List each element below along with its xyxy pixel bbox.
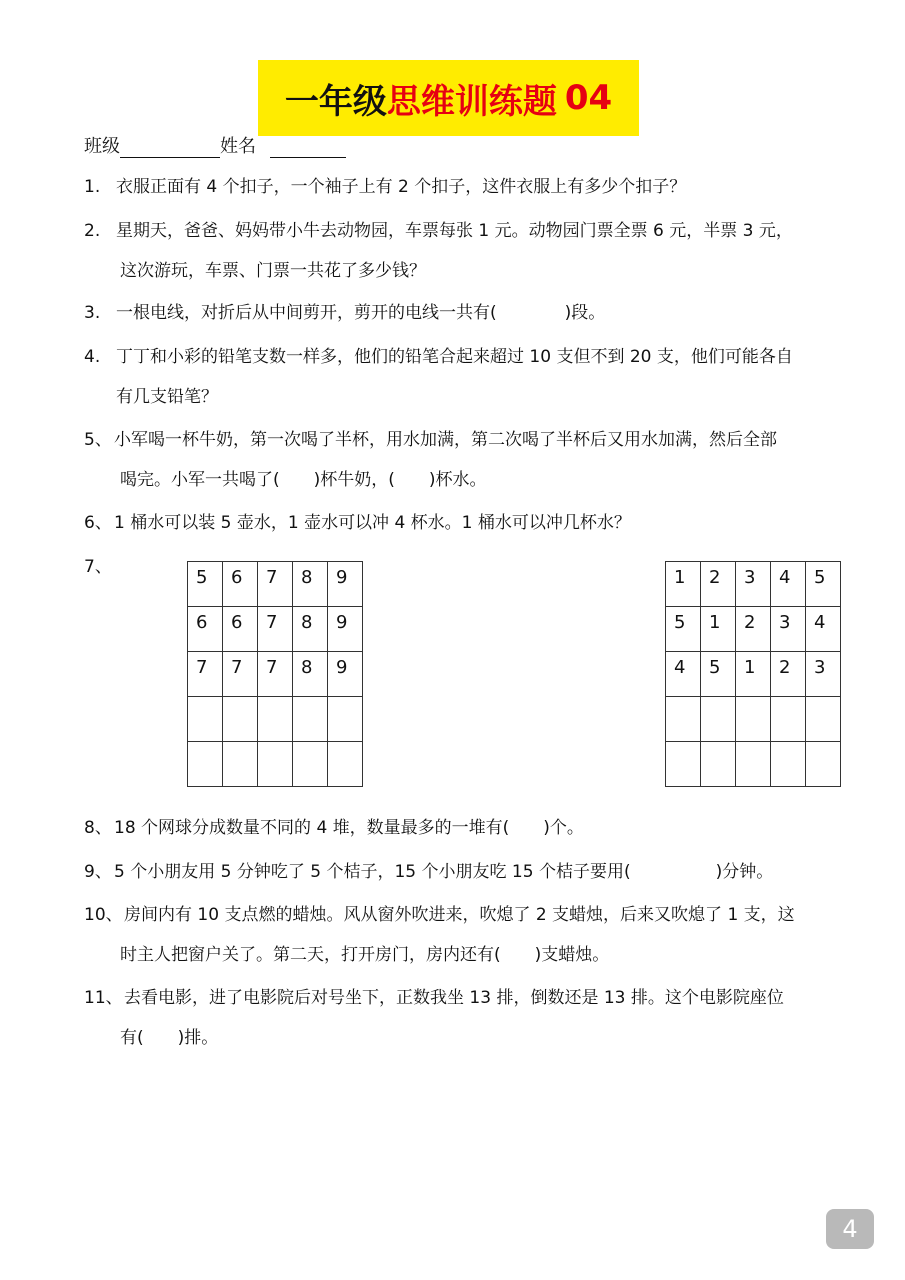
grid-cell[interactable] [701, 742, 736, 787]
question-text: 房间内有 10 支点燃的蜡烛。风从窗外吹进来，吹熄了 2 支蜡烛，后来又吹熄了 1 支，这 [124, 905, 795, 925]
grid-cell[interactable] [771, 742, 806, 787]
grid-cell[interactable] [771, 697, 806, 742]
question-2 [84, 221, 793, 281]
grid-cell: 8 [293, 652, 328, 697]
grid-row [666, 562, 841, 607]
student-info-row [84, 132, 346, 158]
name-label: 姓名 [220, 136, 256, 157]
question-number: 1. [84, 177, 101, 197]
question-text: 小军喝一杯牛奶，第一次喝了半杯，用水加满，第二次喝了半杯后又用水加满，然后全部 [114, 430, 777, 450]
grid-row [188, 652, 363, 697]
grid-cell: 7 [223, 652, 258, 697]
name-blank[interactable] [270, 139, 346, 158]
grid-cell: 4 [771, 562, 806, 607]
title-number: 04 [564, 78, 613, 118]
question-6 [84, 513, 631, 534]
grid-cell[interactable] [806, 697, 841, 742]
grid-row [188, 697, 363, 742]
grid-cell: 5 [806, 562, 841, 607]
grid-cell: 8 [293, 607, 328, 652]
grid-row [666, 652, 841, 697]
grid-cell: 6 [223, 562, 258, 607]
grid-cell: 6 [223, 607, 258, 652]
grid-cell: 7 [258, 652, 293, 697]
question-text: 5 个小朋友用 5 分钟吃了 5 个桔子，15 个小朋友吃 15 个桔子要用( )分钟。 [114, 862, 774, 882]
question-number: 4. [84, 347, 101, 367]
question-number: 10、 [84, 905, 123, 925]
class-label: 班级 [84, 136, 120, 157]
grid-cell: 9 [328, 607, 363, 652]
number-grid-right [665, 561, 841, 787]
number-grid-left [187, 561, 363, 787]
grid-row [666, 697, 841, 742]
question-number: 8、 [84, 818, 112, 838]
grid-cell[interactable] [223, 697, 258, 742]
grid-row [666, 607, 841, 652]
question-3 [84, 303, 606, 324]
title-grade: 一年级 [284, 81, 387, 122]
grid-cell: 2 [701, 562, 736, 607]
grid-cell: 7 [188, 652, 223, 697]
grid-cell[interactable] [258, 697, 293, 742]
question-10 [84, 905, 795, 965]
grid-cell: 3 [771, 607, 806, 652]
question-number: 5、 [84, 430, 112, 450]
grid-row [666, 742, 841, 787]
question-9 [84, 862, 774, 883]
grid-cell: 8 [293, 562, 328, 607]
grid-row [188, 562, 363, 607]
grid-cell: 6 [188, 607, 223, 652]
question-number: 7、 [84, 557, 112, 577]
grid-cell: 9 [328, 562, 363, 607]
grid-row [188, 742, 363, 787]
grid-cell: 7 [258, 562, 293, 607]
question-text-cont: 时主人把窗户关了。第二天，打开房门，房内还有( )支蜡烛。 [120, 945, 610, 965]
grid-cell[interactable] [736, 742, 771, 787]
grid-cell: 9 [328, 652, 363, 697]
question-number: 6、 [84, 513, 112, 533]
grid-cell[interactable] [666, 697, 701, 742]
grid-cell[interactable] [293, 742, 328, 787]
question-text-cont: 有( )排。 [120, 1028, 219, 1048]
question-number: 9、 [84, 862, 112, 882]
worksheet-title [258, 60, 639, 136]
question-text: 丁丁和小彩的铅笔支数一样多，他们的铅笔合起来超过 10 支但不到 20 支，他们可能各自 [116, 347, 793, 367]
question-number: 2. [84, 221, 101, 241]
grid-cell: 5 [666, 607, 701, 652]
grid-cell: 7 [258, 607, 293, 652]
grid-cell[interactable] [188, 742, 223, 787]
question-5 [84, 430, 777, 490]
grid-cell: 3 [806, 652, 841, 697]
grid-cell: 1 [736, 652, 771, 697]
grid-cell[interactable] [736, 697, 771, 742]
question-text: 衣服正面有 4 个扣子，一个袖子上有 2 个扣子，这件衣服上有多少个扣子？ [116, 177, 687, 197]
grid-cell[interactable] [666, 742, 701, 787]
grid-cell[interactable] [328, 697, 363, 742]
question-text-cont: 喝完。小军一共喝了( )杯牛奶，( )杯水。 [120, 470, 487, 490]
grid-cell[interactable] [806, 742, 841, 787]
grid-cell: 4 [666, 652, 701, 697]
question-1 [84, 177, 687, 198]
question-text: 去看电影，进了电影院后对号坐下，正数我坐 13 排，倒数还是 13 排。这个电影院座位 [124, 988, 784, 1008]
grid-cell[interactable] [258, 742, 293, 787]
grid-cell[interactable] [701, 697, 736, 742]
grid-row [188, 607, 363, 652]
question-11 [84, 988, 784, 1048]
question-text-cont: 这次游玩，车票、门票一共花了多少钱？ [120, 261, 426, 281]
question-text-cont: 有几支铅笔？ [116, 387, 218, 407]
question-8 [84, 818, 584, 839]
grid-cell[interactable] [328, 742, 363, 787]
question-number: 3. [84, 303, 101, 323]
question-text: 18 个网球分成数量不同的 4 堆，数量最多的一堆有( )个。 [114, 818, 584, 838]
grid-cell: 2 [771, 652, 806, 697]
grid-cell: 1 [701, 607, 736, 652]
page-number-badge: 4 [826, 1209, 874, 1249]
question-text: 1 桶水可以装 5 壶水，1 壶水可以冲 4 杯水。1 桶水可以冲几杯水？ [114, 513, 631, 533]
grid-cell[interactable] [223, 742, 258, 787]
question-text: 一根电线，对折后从中间剪开，剪开的电线一共有( )段。 [116, 303, 606, 323]
grid-cell: 5 [188, 562, 223, 607]
grid-cell[interactable] [188, 697, 223, 742]
grid-cell: 3 [736, 562, 771, 607]
grid-cell: 2 [736, 607, 771, 652]
question-text: 星期天，爸爸、妈妈带小牛去动物园，车票每张 1 元。动物园门票全票 6 元，半票 3 元， [116, 221, 793, 241]
question-number: 11、 [84, 988, 123, 1008]
class-blank[interactable] [120, 139, 220, 158]
question-4 [84, 347, 793, 407]
grid-cell: 4 [806, 607, 841, 652]
grid-cell: 1 [666, 562, 701, 607]
title-subject: 思维训练题 [386, 81, 557, 122]
question-7 [84, 557, 112, 578]
grid-cell[interactable] [293, 697, 328, 742]
grid-cell: 5 [701, 652, 736, 697]
